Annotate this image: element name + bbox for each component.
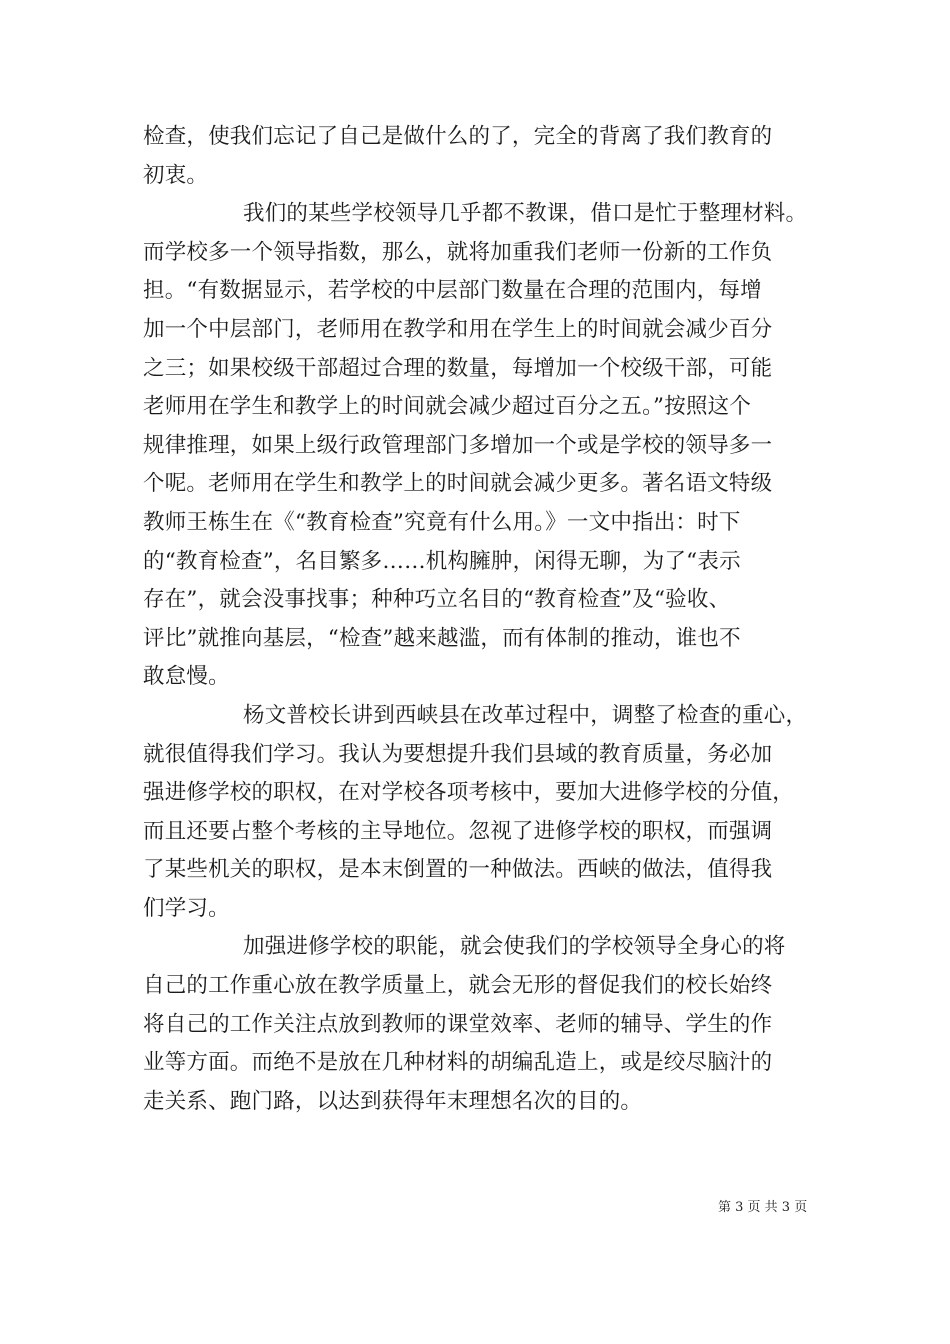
text-line: 自己的工作重心放在教学质量上，就会无形的督促我们的校长始终 xyxy=(143,973,773,999)
text-line: 评比”就推向基层，“检查”越来越滥，而有体制的推动，谁也不 xyxy=(143,625,741,651)
text-line: 老师用在学生和教学上的时间就会减少超过百分之五。”按照这个 xyxy=(143,394,752,420)
text-line: 存在”，就会没事找事；种种巧立名目的“教育检查”及“验收、 xyxy=(143,587,731,613)
text-line: 业等方面。而绝不是放在几种材料的胡编乱造上，或是绞尽脑汁的 xyxy=(143,1050,773,1076)
text-line: 将自己的工作关注点放到教师的课堂效率、老师的辅导、学生的作 xyxy=(143,1011,773,1037)
text-line: 杨文普校长讲到西峡县在改革过程中，调整了检查的重心， xyxy=(243,702,808,728)
text-line: 敢怠慢。 xyxy=(143,664,230,690)
text-line: 检查，使我们忘记了自己是做什么的了，完全的背离了我们教育的 xyxy=(143,124,773,149)
text-line: 加一个中层部门，老师用在教学和用在学生上的时间就会减少百分 xyxy=(143,316,773,342)
document-body xyxy=(143,118,809,1121)
paragraph-3 xyxy=(143,697,809,929)
text-line: 我们的某些学校领导几乎都不教课，借口是忙于整理材料。 xyxy=(243,201,808,227)
page-number: 第 3 页 共 3 页 xyxy=(718,1200,808,1215)
paragraph-1 xyxy=(143,118,809,195)
text-line: 加强进修学校的职能，就会使我们的学校领导全身心的将 xyxy=(243,934,786,960)
text-line: 而且还要占整个考核的主导地位。忽视了进修学校的职权，而强调 xyxy=(143,818,773,844)
text-line: 规律推理，如果上级行政管理部门多增加一个或是学校的领导多一 xyxy=(143,432,773,458)
text-line: 们学习。 xyxy=(143,895,230,921)
text-line: 而学校多一个领导指数，那么，就将加重我们老师一份新的工作负 xyxy=(143,239,773,265)
text-line: 个呢。老师用在学生和教学上的时间就会减少更多。著名语文特级 xyxy=(143,471,773,497)
text-line: 了某些机关的职权，是本末倒置的一种做法。西峡的做法，值得我 xyxy=(143,857,773,883)
text-line: 担。“有数据显示，若学校的中层部门数量在合理的范围内，每增 xyxy=(143,278,762,304)
text-line: 的“教育检查”，名目繁多……机构臃肿，闲得无聊，为了“表示 xyxy=(143,548,741,574)
text-line: 走关系、跑门路，以达到获得年末理想名次的目的。 xyxy=(143,1088,643,1114)
text-line: 之三；如果校级干部超过合理的数量，每增加一个校级干部，可能 xyxy=(143,355,773,381)
text-line: 就很值得我们学习。我认为要想提升我们县域的教育质量，务必加 xyxy=(143,741,773,767)
text-line: 教师王栋生在《“教育检查”究竟有什么用。》一文中指出：时下 xyxy=(143,509,741,535)
paragraph-4 xyxy=(143,928,809,1121)
paragraph-2 xyxy=(143,195,809,697)
text-line: 初衷。 xyxy=(143,162,209,188)
text-line: 强进修学校的职权，在对学校各项考核中，要加大进修学校的分值， xyxy=(143,780,795,806)
